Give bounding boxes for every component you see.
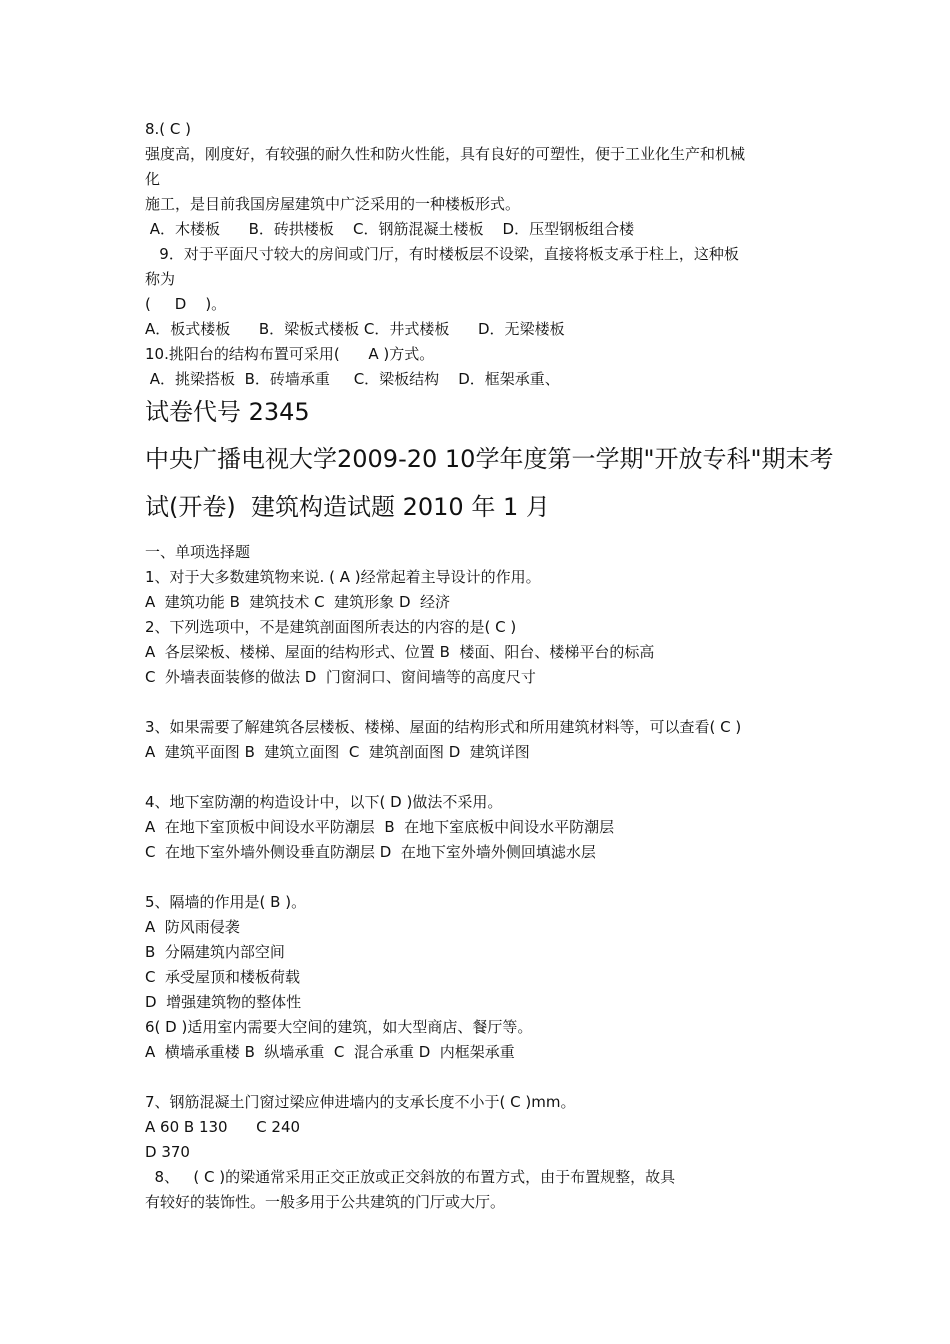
exam-title-line-1: 中央广播电视大学2009-20 10学年度第一学期"开放专科"期末考: [145, 445, 834, 473]
question-8-label: 8.( C ): [145, 120, 192, 138]
question-1-text: 1、对于大多数建筑物来说. ( A )经常起着主导设计的作用。: [145, 568, 541, 586]
question-2-options-line-2: C 外墙表面装修的做法 D 门窗洞口、窗间墙等的高度尺寸: [145, 668, 536, 686]
question-2-text: 2、下列选项中，不是建筑剖面图所表达的内容的是( C ): [145, 618, 517, 636]
question-8-text-line-3: 施工，是目前我国房屋建筑中广泛采用的一种楼板形式。: [145, 195, 521, 213]
question-9-options: A．板式楼板 B．梁板式楼板 C．井式楼板 D．无梁楼板: [145, 320, 565, 338]
question-6-text: 6( D )适用室内需要大空间的建筑，如大型商店、餐厅等。: [145, 1018, 533, 1036]
question-4-text: 4、地下室防潮的构造设计中，以下( D )做法不采用。: [145, 793, 503, 811]
exam-title-line-2: 试(开卷) 建筑构造试题 2010 年 1 月: [145, 493, 550, 521]
question-7-options-line-2: D 370: [145, 1143, 190, 1161]
exam-code: 试卷代号 2345: [145, 398, 310, 426]
question-8-text-line-1: 强度高，刚度好，有较强的耐久性和防火性能，具有良好的可塑性，便于工业化生产和机械: [145, 145, 746, 163]
question-8-text-line-2: 化: [145, 170, 161, 188]
question-10-options: A．挑梁搭板 B．砖墙承重 C．梁板结构 D．框架承重、: [145, 370, 560, 388]
question-2-options-line-1: A 各层梁板、楼梯、屋面的结构形式、位置 B 楼面、阳台、楼梯平台的标高: [145, 643, 655, 661]
question-8-options: A．木楼板 B．砖拱楼板 C．钢筋混凝土楼板 D．压型钢板组合楼: [145, 220, 635, 238]
question-5-option-a: A 防风雨侵袭: [145, 918, 240, 936]
section-title: 一、单项选择题: [145, 543, 251, 561]
question-7-text: 7、钢筋混凝土门窗过梁应伸进墙内的支承长度不小于( C )mm。: [145, 1093, 576, 1111]
question-5-option-b: B 分隔建筑内部空间: [145, 943, 285, 961]
question-9-text-line-1: 9．对于平面尺寸较大的房间或门厅，有时楼板层不设梁，直接将板支承于柱上，这种板: [145, 245, 739, 263]
question-6-options: A 横墙承重楼 B 纵墙承重 C 混合承重 D 内框架承重: [145, 1043, 515, 1061]
question-9-text-line-2: 称为: [145, 270, 176, 288]
question-4-options-line-1: A 在地下室顶板中间设水平防潮层 B 在地下室底板中间设水平防潮层: [145, 818, 615, 836]
question-10-text: 10.挑阳台的结构布置可采用( A )方式。: [145, 345, 435, 363]
question-9-text-line-3: ( D )。: [145, 295, 227, 313]
question-3-options: A 建筑平面图 B 建筑立面图 C 建筑剖面图 D 建筑详图: [145, 743, 530, 761]
question-5-option-c: C 承受屋顶和楼板荷载: [145, 968, 301, 986]
question-8b-text-line-2: 有较好的装饰性。一般多用于公共建筑的门厅或大厅。: [145, 1193, 506, 1211]
question-5-option-d: D 增强建筑物的整体性: [145, 993, 302, 1011]
question-5-text: 5、隔墙的作用是( B )。: [145, 893, 307, 911]
question-7-options-line-1: A 60 B 130 C 240: [145, 1118, 301, 1136]
question-1-options: A 建筑功能 B 建筑技术 C 建筑形象 D 经济: [145, 593, 451, 611]
question-3-text: 3、如果需要了解建筑各层楼板、楼梯、屋面的结构形式和所用建筑材料等，可以查看( C ): [145, 718, 742, 736]
question-4-options-line-2: C 在地下室外墙外侧设垂直防潮层 D 在地下室外墙外侧回填滤水层: [145, 843, 596, 861]
question-8b-text-line-1: 8、 ( C )的梁通常采用正交正放或正交斜放的布置方式，由于布置规整，故具: [145, 1168, 676, 1186]
